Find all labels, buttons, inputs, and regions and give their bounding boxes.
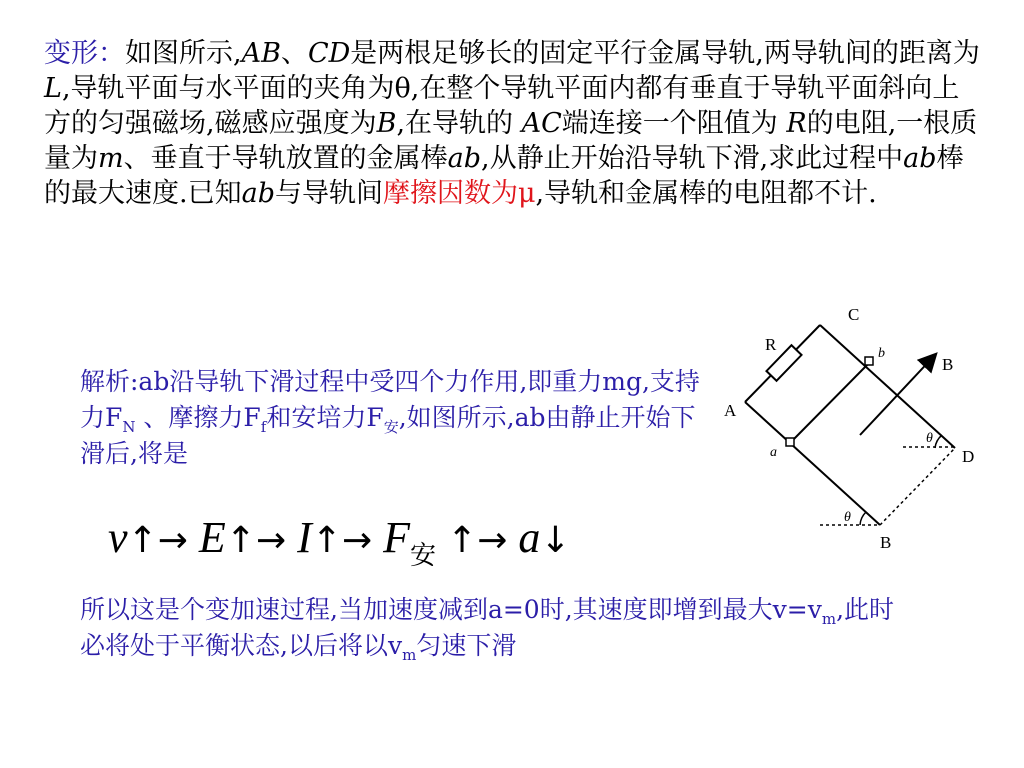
chain-emf: E xyxy=(198,513,226,562)
problem-text: ,在导轨的 xyxy=(396,108,522,139)
var-b: B xyxy=(376,108,397,139)
problem-statement xyxy=(44,36,984,211)
rod-contact-b xyxy=(865,357,873,365)
chain-force-subscript: 安 xyxy=(410,541,437,570)
problem-text: 是两根足够长的固定平行金属导轨,两导轨间的距离为 xyxy=(350,38,980,69)
friction-highlight: 摩擦因数为μ xyxy=(382,178,536,209)
var-cd: CD xyxy=(307,38,351,69)
label-c: C xyxy=(848,305,860,324)
problem-text: 、 xyxy=(280,38,308,69)
conclusion-part: ,此时必将处于平衡状态,以后将以v xyxy=(80,595,895,660)
incline-rail-diagram xyxy=(720,300,980,560)
up-arrow-icon: ↑ xyxy=(447,520,478,561)
problem-text: ,从静止开始沿导轨下滑,求此过程中 xyxy=(481,143,904,174)
down-arrow-icon: ↓ xyxy=(540,520,571,561)
var-ab-rod: ab xyxy=(903,143,937,174)
label-b-field: B xyxy=(942,355,954,374)
subscript-m: m xyxy=(402,646,417,664)
up-arrow-icon: ↑ xyxy=(127,520,158,561)
subscript-n: N xyxy=(122,418,136,436)
label-theta-d: θ xyxy=(926,431,933,446)
subscript-ampere: 安 xyxy=(383,418,399,436)
conclusion-part: 匀速下滑 xyxy=(416,631,517,660)
right-arrow-icon: → xyxy=(157,520,188,561)
right-arrow-icon: → xyxy=(255,520,287,561)
analysis-part: 和安培力F xyxy=(266,403,384,432)
label-a-rod: a xyxy=(770,445,777,460)
var-r: R xyxy=(786,108,807,139)
var-l: L xyxy=(44,73,62,104)
problem-text: ,在整个导轨平面内都有垂直于导轨平面斜向上方的匀强磁场,磁感应强度为 xyxy=(44,73,960,139)
label-r: R xyxy=(765,335,777,354)
chain-acceleration: a xyxy=(518,513,541,562)
slope-line xyxy=(880,448,955,525)
angle-arc-d xyxy=(935,435,942,448)
var-theta: θ xyxy=(394,73,411,104)
label-b-rod: b xyxy=(878,346,885,361)
conclusion-part: 所以这是个变加速过程,当加速度减到a=0时,其速度即增到最大v=v xyxy=(80,595,822,624)
label-theta-b: θ xyxy=(844,510,851,525)
right-arrow-icon: → xyxy=(341,520,373,561)
up-arrow-icon: ↑ xyxy=(311,520,342,561)
causal-chain-formula xyxy=(108,508,571,578)
analysis-part: 解析:ab沿导轨下滑过程中受四个力作用,即重力mg,支持力F xyxy=(80,367,700,432)
chain-current: I xyxy=(297,513,312,562)
problem-text: 、垂直于导轨放置的金属棒 xyxy=(123,143,448,174)
rail-cd xyxy=(820,325,955,448)
var-ab-rod: ab xyxy=(241,178,275,209)
var-m: m xyxy=(98,143,124,174)
problem-text: 棒的最大速度.已知 xyxy=(44,143,964,209)
label-b-bottom: B xyxy=(880,533,892,552)
problem-text: 如图所示, xyxy=(125,38,242,69)
field-arrow-icon xyxy=(860,355,935,435)
subscript-m: m xyxy=(821,610,837,628)
problem-label: 变形： xyxy=(44,38,125,69)
problem-text: 与导轨间 xyxy=(274,178,383,209)
subscript-f: f xyxy=(260,418,267,436)
metal-rod-ab xyxy=(790,362,870,443)
var-ab-rod: ab xyxy=(447,143,481,174)
chain-force: F xyxy=(383,513,410,562)
analysis-part: 、摩擦力F xyxy=(135,403,261,432)
problem-text: ,导轨和金属棒的电阻都不计. xyxy=(535,178,877,209)
var-ac: AC xyxy=(521,108,562,139)
analysis-text xyxy=(80,364,720,472)
problem-text: 的电阻,一根质量为 xyxy=(44,108,978,174)
angle-arc-b xyxy=(860,512,866,525)
chain-velocity: v xyxy=(108,513,128,562)
label-d: D xyxy=(962,447,975,466)
right-arrow-icon: → xyxy=(477,520,508,561)
problem-text: 端连接一个阻值为 xyxy=(561,108,787,139)
rod-contact-a xyxy=(786,438,794,446)
analysis-part: ,如图所示,ab由静止开始下滑后,将是 xyxy=(80,403,696,468)
up-arrow-icon: ↑ xyxy=(225,520,256,561)
var-ab: AB xyxy=(241,38,281,69)
conclusion-text xyxy=(80,592,900,664)
label-a-end: A xyxy=(724,401,737,420)
problem-text: ,导轨平面与水平面的夹角为 xyxy=(61,73,395,104)
